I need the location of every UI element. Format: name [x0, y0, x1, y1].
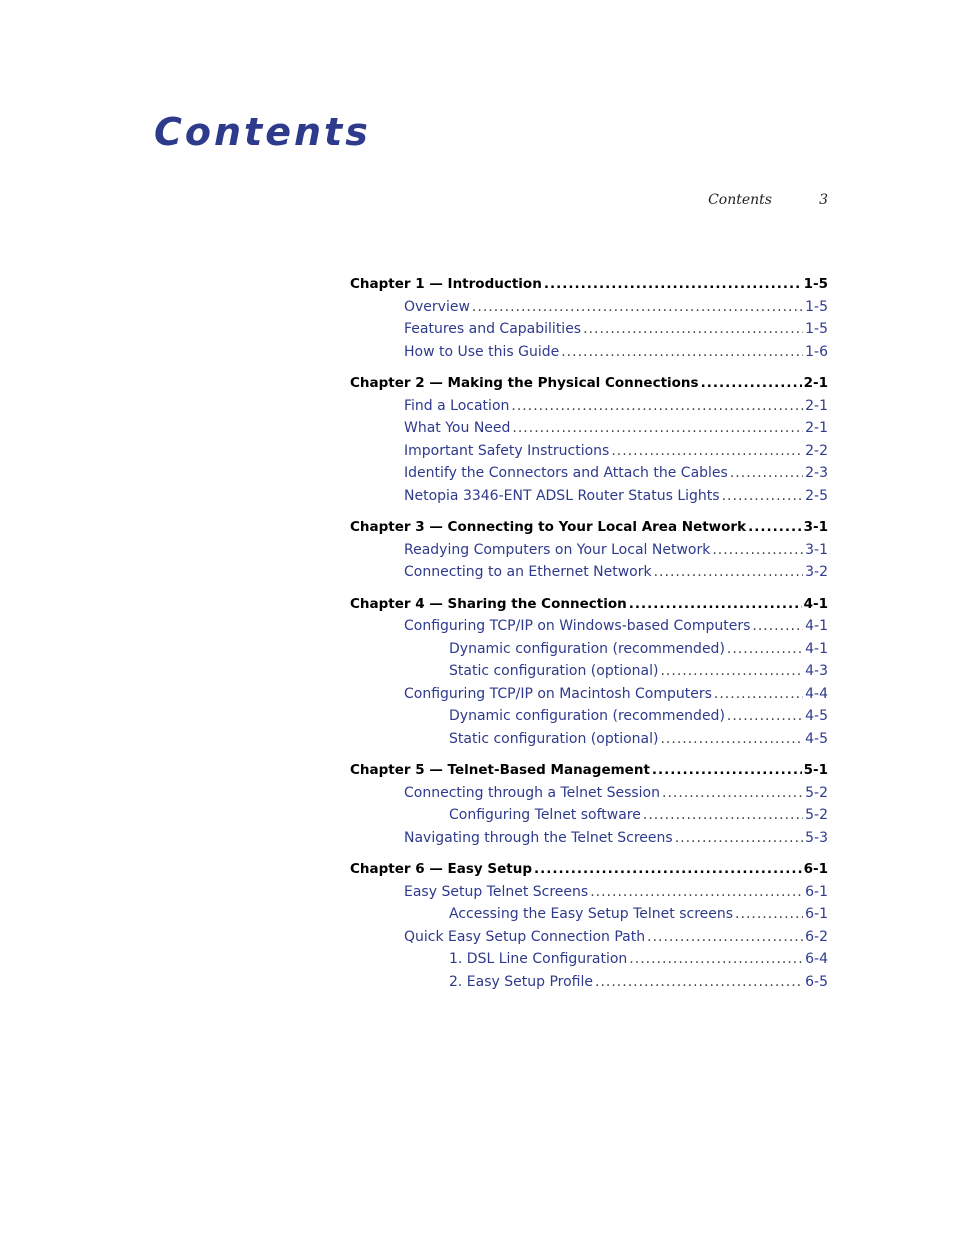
- toc-entry-title: Chapter 5 — Telnet-Based Management: [350, 762, 650, 778]
- toc-entry-title: Configuring TCP/IP on Windows-based Computers: [404, 618, 751, 634]
- dot-leader: [735, 903, 803, 926]
- dot-leader: [662, 782, 803, 805]
- toc-entry-page: 2-1: [803, 375, 828, 391]
- dot-leader: [534, 858, 802, 881]
- toc-subsection-link[interactable]: [350, 948, 828, 971]
- dot-leader: [643, 804, 803, 827]
- dot-leader: [629, 948, 803, 971]
- toc-entry-page: 6-1: [805, 883, 828, 900]
- dot-leader: [752, 615, 803, 638]
- toc-entry-page: 4-5: [805, 730, 828, 747]
- toc-chapter: [350, 858, 828, 993]
- toc-section-link[interactable]: [350, 395, 828, 418]
- toc-chapter-entry[interactable]: [350, 593, 828, 616]
- dot-leader: [701, 372, 802, 395]
- dot-leader: [647, 926, 803, 949]
- toc-entry-title: What You Need: [404, 420, 511, 436]
- toc-entry-title: Static configuration (optional): [449, 663, 659, 679]
- dot-leader: [748, 516, 802, 539]
- toc-entry-page: 3-2: [805, 564, 828, 580]
- dot-leader: [611, 440, 803, 463]
- toc-entry-page: 2-3: [805, 465, 828, 481]
- toc-entry-title: Chapter 2 — Making the Physical Connections: [350, 375, 699, 391]
- toc-entry-page: 4-3: [805, 663, 828, 679]
- running-head: [600, 192, 828, 212]
- toc-entry-page: 1-6: [805, 343, 828, 360]
- table-of-contents: [350, 273, 828, 1002]
- toc-subsection-link[interactable]: [350, 804, 828, 827]
- toc-entry-page: 3-1: [805, 541, 828, 558]
- toc-section-link[interactable]: [350, 296, 828, 319]
- toc-chapter: [350, 516, 828, 584]
- toc-entry-title: How to Use this Guide: [404, 343, 560, 360]
- toc-entry-page: 4-1: [803, 595, 828, 612]
- dot-leader: [590, 881, 803, 904]
- toc-subsection-link[interactable]: [350, 705, 828, 728]
- toc-entry-page: 4-4: [805, 685, 828, 702]
- toc-section-link[interactable]: [350, 615, 828, 638]
- toc-entry-title: Chapter 6 — Easy Setup: [350, 861, 533, 877]
- toc-section-link[interactable]: [350, 417, 828, 440]
- dot-leader: [727, 705, 803, 728]
- toc-entry-title: Overview: [404, 298, 470, 315]
- toc-entry-title: Dynamic configuration (recommended): [449, 708, 725, 724]
- toc-chapter: [350, 273, 828, 363]
- toc-section-link[interactable]: [350, 462, 828, 485]
- toc-chapter-entry[interactable]: [350, 273, 828, 296]
- toc-chapter: [350, 593, 828, 751]
- toc-section-link[interactable]: [350, 782, 828, 805]
- toc-section-link[interactable]: [350, 561, 828, 584]
- toc-entry-title: Features and Capabilities: [404, 321, 582, 337]
- dot-leader: [654, 561, 804, 584]
- toc-section-link[interactable]: [350, 485, 828, 508]
- running-head-label: Contents: [708, 192, 772, 208]
- toc-entry-title: Identify the Connectors and Attach the Cables: [404, 465, 728, 481]
- toc-chapter-entry[interactable]: [350, 858, 828, 881]
- toc-entry-page: 6-1: [803, 861, 828, 877]
- toc-entry-page: 5-1: [803, 762, 828, 778]
- toc-section-link[interactable]: [350, 683, 828, 706]
- dot-leader: [730, 462, 803, 485]
- dot-leader: [660, 660, 803, 683]
- toc-entry-title: Chapter 4 — Sharing the Connection: [350, 595, 627, 612]
- toc-entry-page: 5-3: [805, 829, 828, 846]
- toc-entry-page: 2-1: [805, 397, 828, 414]
- toc-section-link[interactable]: [350, 341, 828, 364]
- toc-entry-page: 6-5: [805, 973, 828, 990]
- toc-subsection-link[interactable]: [350, 660, 828, 683]
- toc-entry-page: 6-4: [805, 951, 828, 967]
- dot-leader: [583, 318, 803, 341]
- toc-chapter: [350, 759, 828, 849]
- dot-leader: [544, 273, 802, 296]
- toc-entry-page: 1-5: [805, 321, 828, 337]
- toc-entry-title: Netopia 3346-ENT ADSL Router Status Lights: [404, 487, 720, 504]
- toc-entry-page: 6-2: [805, 928, 828, 945]
- dot-leader: [511, 395, 803, 418]
- toc-entry-title: 2. Easy Setup Profile: [449, 973, 593, 990]
- toc-entry-title: 1. DSL Line Configuration: [449, 951, 628, 967]
- toc-entry-page: 2-1: [805, 420, 828, 436]
- toc-entry-title: Chapter 3 — Connecting to Your Local Area Network: [350, 519, 747, 535]
- toc-entry-page: 4-1: [805, 640, 828, 657]
- dot-leader: [652, 759, 802, 782]
- toc-entry-page: 1-5: [805, 298, 828, 315]
- dot-leader: [712, 539, 803, 562]
- dot-leader: [512, 417, 803, 440]
- dot-leader: [660, 728, 803, 751]
- toc-entry-title: Connecting to an Ethernet Network: [404, 564, 652, 580]
- toc-entry-title: Find a Location: [404, 397, 510, 414]
- toc-section-link[interactable]: [350, 827, 828, 850]
- toc-chapter-entry[interactable]: [350, 372, 828, 395]
- dot-leader: [595, 971, 803, 994]
- toc-entry-page: 1-5: [803, 276, 828, 292]
- dot-leader: [675, 827, 803, 850]
- toc-subsection-link[interactable]: [350, 638, 828, 661]
- toc-chapter-entry[interactable]: [350, 759, 828, 782]
- toc-entry-title: Accessing the Easy Setup Telnet screens: [449, 906, 734, 922]
- toc-chapter: [350, 372, 828, 507]
- toc-entry-title: Chapter 1 — Introduction: [350, 276, 542, 292]
- page-number: 3: [819, 192, 828, 208]
- toc-entry-title: Quick Easy Setup Connection Path: [404, 928, 646, 945]
- dot-leader: [561, 341, 803, 364]
- toc-section-link[interactable]: [350, 539, 828, 562]
- dot-leader: [472, 296, 803, 319]
- toc-section-link[interactable]: [350, 440, 828, 463]
- toc-entry-title: Dynamic configuration (recommended): [449, 640, 725, 657]
- dot-leader: [727, 638, 803, 661]
- toc-entry-page: 2-5: [805, 487, 828, 504]
- toc-entry-page: 3-1: [803, 519, 828, 535]
- toc-entry-page: 4-1: [805, 618, 828, 634]
- toc-entry-title: Connecting through a Telnet Session: [404, 784, 660, 801]
- toc-section-link[interactable]: [350, 881, 828, 904]
- toc-entry-page: 2-2: [805, 442, 828, 459]
- toc-subsection-link[interactable]: [350, 903, 828, 926]
- toc-entry-title: Readying Computers on Your Local Network: [404, 541, 711, 558]
- toc-chapter-entry[interactable]: [350, 516, 828, 539]
- toc-entry-title: Important Safety Instructions: [404, 442, 610, 459]
- toc-entry-title: Static configuration (optional): [449, 730, 659, 747]
- toc-section-link[interactable]: [350, 318, 828, 341]
- toc-entry-title: Configuring TCP/IP on Macintosh Computers: [404, 685, 712, 702]
- dot-leader: [722, 485, 804, 508]
- toc-section-link[interactable]: [350, 926, 828, 949]
- toc-subsection-link[interactable]: [350, 728, 828, 751]
- toc-entry-title: Configuring Telnet software: [449, 807, 641, 823]
- dot-leader: [714, 683, 803, 706]
- toc-entry-title: Navigating through the Telnet Screens: [404, 829, 673, 846]
- toc-entry-page: 6-1: [805, 906, 828, 922]
- toc-subsection-link[interactable]: [350, 971, 828, 994]
- toc-entry-page: 5-2: [805, 807, 828, 823]
- dot-leader: [629, 593, 802, 616]
- toc-entry-title: Easy Setup Telnet Screens: [404, 883, 589, 900]
- toc-entry-page: 4-5: [805, 708, 828, 724]
- page-title: Contents: [154, 110, 371, 154]
- toc-entry-page: 5-2: [805, 784, 828, 801]
